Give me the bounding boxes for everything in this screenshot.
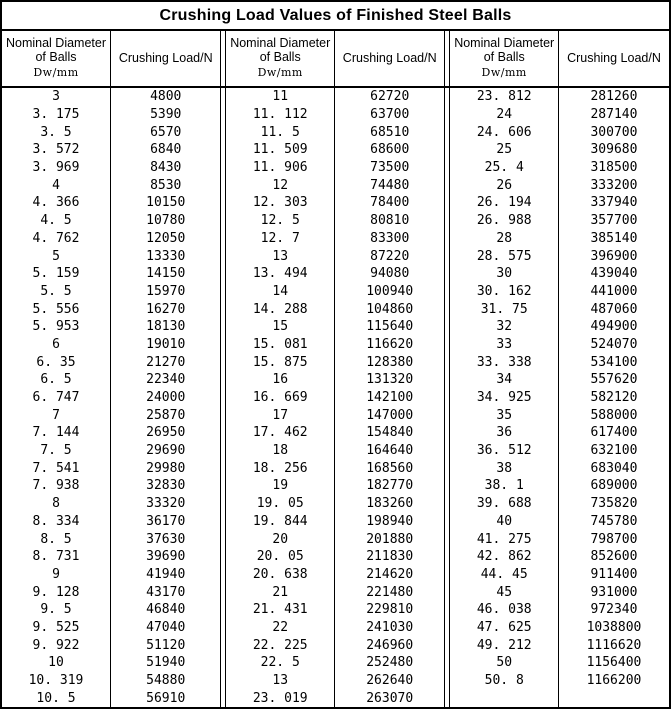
- table-row: [2, 583, 669, 601]
- load-header: Crushing Load/N: [110, 31, 220, 87]
- table-body: [2, 87, 669, 707]
- load-cell: 6840: [150, 142, 182, 158]
- diameter-cell: 8: [2, 495, 110, 513]
- diameter-cell: 28: [450, 230, 558, 248]
- diameter-cell: 12. 5: [226, 212, 334, 230]
- diameter-cell: 24: [450, 106, 558, 124]
- diameter-cell: 36: [450, 424, 558, 442]
- diameter-cell: 9. 5: [2, 601, 110, 619]
- load-cell: 689000: [590, 478, 638, 494]
- table-row: [2, 87, 669, 106]
- load-cell: 183260: [366, 496, 414, 512]
- table-row: [2, 247, 669, 265]
- diameter-cell: 3. 175: [2, 106, 110, 124]
- load-cell: 931000: [590, 584, 638, 600]
- diameter-cell: 32: [450, 318, 558, 336]
- load-cell: 1116620: [586, 637, 642, 653]
- load-cell: 41940: [146, 566, 186, 582]
- load-cell: 745780: [590, 513, 638, 529]
- load-cell: 142100: [366, 390, 414, 406]
- load-cell: 246960: [366, 637, 414, 653]
- diameter-cell: 33. 338: [450, 353, 558, 371]
- table-row: [2, 548, 669, 566]
- load-cell: 911400: [590, 566, 638, 582]
- diameter-cell: 16: [226, 371, 334, 389]
- load-cell: 6570: [150, 124, 182, 140]
- diameter-cell: 10: [2, 654, 110, 672]
- diameter-header-line1: Nominal Diameter: [230, 36, 331, 51]
- load-cell: 37630: [146, 531, 186, 547]
- diameter-cell: 9: [2, 566, 110, 584]
- load-cell: 39690: [146, 549, 186, 565]
- load-cell: 22340: [146, 372, 186, 388]
- diameter-cell: 11. 112: [226, 106, 334, 124]
- load-cell: 8430: [150, 160, 182, 176]
- table-row: [2, 371, 669, 389]
- diameter-cell: 19: [226, 477, 334, 495]
- table-row: [2, 406, 669, 424]
- load-cell: 73500: [370, 160, 410, 176]
- load-cell: 318500: [590, 160, 638, 176]
- diameter-cell: 5. 159: [2, 265, 110, 283]
- diameter-cell: 25: [450, 141, 558, 159]
- diameter-cell: 50: [450, 654, 558, 672]
- diameter-cell: 38. 1: [450, 477, 558, 495]
- diameter-cell: 20. 638: [226, 566, 334, 584]
- load-cell: 33320: [146, 496, 186, 512]
- table-row: [2, 106, 669, 124]
- load-cell: 439040: [590, 266, 638, 282]
- load-cell: 147000: [366, 407, 414, 423]
- diameter-cell: 7. 5: [2, 442, 110, 460]
- diameter-cell: 26. 988: [450, 212, 558, 230]
- diameter-cell: 10. 319: [2, 672, 110, 690]
- table-row: [2, 601, 669, 619]
- diameter-cell: 5. 556: [2, 300, 110, 318]
- load-cell: 14150: [146, 266, 186, 282]
- load-cell: 43170: [146, 584, 186, 600]
- diameter-cell: 39. 688: [450, 495, 558, 513]
- load-cell: 229810: [366, 602, 414, 618]
- table-row: [2, 654, 669, 672]
- diameter-cell: 24. 606: [450, 123, 558, 141]
- load-cell: 494900: [590, 319, 638, 335]
- load-cell: 24000: [146, 390, 186, 406]
- diameter-cell: 25. 4: [450, 159, 558, 177]
- load-cell: 683040: [590, 460, 638, 476]
- load-cell: 214620: [366, 566, 414, 582]
- diameter-cell: 19. 844: [226, 513, 334, 531]
- load-cell: 1156400: [586, 655, 642, 671]
- diameter-cell: 49. 212: [450, 636, 558, 654]
- load-cell: 524070: [590, 336, 638, 352]
- diameter-cell: 44. 45: [450, 566, 558, 584]
- load-cell: 168560: [366, 460, 414, 476]
- load-cell: 582120: [590, 390, 638, 406]
- load-cell: 263070: [366, 690, 414, 706]
- diameter-cell: 6. 747: [2, 389, 110, 407]
- load-cell: 56910: [146, 690, 186, 706]
- diameter-cell: 16. 669: [226, 389, 334, 407]
- diameter-cell: 20. 05: [226, 548, 334, 566]
- load-cell: 287140: [590, 107, 638, 123]
- load-cell: 131320: [366, 372, 414, 388]
- diameter-header-line1: Nominal Diameter: [454, 36, 555, 51]
- diameter-cell: 7: [2, 406, 110, 424]
- load-cell: 25870: [146, 407, 186, 423]
- diameter-cell: 11: [226, 87, 334, 106]
- diameter-cell: 3. 5: [2, 123, 110, 141]
- diameter-cell: 47. 625: [450, 619, 558, 637]
- load-cell: 617400: [590, 425, 638, 441]
- load-cell: 94080: [370, 266, 410, 282]
- table-row: [2, 283, 669, 301]
- table-row: [2, 672, 669, 690]
- table-row: [2, 636, 669, 654]
- diameter-header-line2: of Balls: [35, 49, 77, 64]
- load-cell: 1038800: [586, 619, 642, 635]
- diameter-cell: 17. 462: [226, 424, 334, 442]
- diameter-cell: 9. 128: [2, 583, 110, 601]
- diameter-cell: 6: [2, 336, 110, 354]
- diameter-cell: 11. 906: [226, 159, 334, 177]
- table-row: [2, 176, 669, 194]
- diameter-cell: 34. 925: [450, 389, 558, 407]
- diameter-cell: 8. 334: [2, 513, 110, 531]
- diameter-header: [2, 31, 110, 87]
- load-cell: 164640: [366, 443, 414, 459]
- diameter-cell: 34: [450, 371, 558, 389]
- diameter-cell: 23. 812: [450, 87, 558, 106]
- load-cell: 104860: [366, 301, 414, 317]
- diameter-cell: 7. 144: [2, 424, 110, 442]
- load-header: Crushing Load/N: [558, 31, 669, 87]
- diameter-cell: 18. 256: [226, 459, 334, 477]
- table-row: [2, 566, 669, 584]
- load-cell: 198940: [366, 513, 414, 529]
- diameter-cell: 19. 05: [226, 495, 334, 513]
- load-cell: 201880: [366, 531, 414, 547]
- diameter-cell: 9. 922: [2, 636, 110, 654]
- load-header: Crushing Load/N: [334, 31, 444, 87]
- diameter-cell: 15. 875: [226, 353, 334, 371]
- diameter-cell: 26. 194: [450, 194, 558, 212]
- table-row: [2, 300, 669, 318]
- diameter-cell: 28. 575: [450, 247, 558, 265]
- diameter-cell: 23. 019: [226, 689, 334, 707]
- diameter-cell: 5. 5: [2, 283, 110, 301]
- load-cell: 396900: [590, 248, 638, 264]
- table-row: [2, 353, 669, 371]
- table-row: [2, 141, 669, 159]
- load-cell: 333200: [590, 177, 638, 193]
- table-row: [2, 477, 669, 495]
- load-cell: 154840: [366, 425, 414, 441]
- load-cell: 241030: [366, 619, 414, 635]
- diameter-cell: 46. 038: [450, 601, 558, 619]
- header-row: [2, 31, 669, 87]
- diameter-header-line1: Nominal Diameter: [5, 36, 106, 51]
- load-cell: 534100: [590, 354, 638, 370]
- diameter-cell: 15. 081: [226, 336, 334, 354]
- diameter-cell: 18: [226, 442, 334, 460]
- load-cell: 128380: [366, 354, 414, 370]
- table-row: [2, 318, 669, 336]
- load-cell: 62720: [370, 89, 410, 105]
- load-cell: 357700: [590, 213, 638, 229]
- diameter-cell: 30. 162: [450, 283, 558, 301]
- diameter-cell: 6. 35: [2, 353, 110, 371]
- load-cell: 588000: [590, 407, 638, 423]
- load-cell: 300700: [590, 124, 638, 140]
- load-cell: 68510: [370, 124, 410, 140]
- diameter-cell: 11. 5: [226, 123, 334, 141]
- load-cell: 51940: [146, 655, 186, 671]
- load-cell: 74480: [370, 177, 410, 193]
- table-row: [2, 123, 669, 141]
- diameter-cell: 4. 762: [2, 230, 110, 248]
- load-cell: 29690: [146, 443, 186, 459]
- load-cell: 68600: [370, 142, 410, 158]
- load-cell: 798700: [590, 531, 638, 547]
- diameter-cell: 3. 572: [2, 141, 110, 159]
- table-row: [2, 389, 669, 407]
- diameter-cell: 38: [450, 459, 558, 477]
- load-cell: 47040: [146, 619, 186, 635]
- load-cell: 281260: [590, 89, 638, 105]
- table-row: [2, 689, 669, 707]
- diameter-cell: 3: [2, 87, 110, 106]
- diameter-cell: 6. 5: [2, 371, 110, 389]
- diameter-header: [450, 31, 558, 87]
- load-cell: 46840: [146, 602, 186, 618]
- table-row: [2, 265, 669, 283]
- load-cell: 972340: [590, 602, 638, 618]
- diameter-unit-label: Dw/mm: [257, 66, 303, 80]
- load-cell: 10780: [146, 213, 186, 229]
- diameter-cell: 15: [226, 318, 334, 336]
- diameter-cell: 33: [450, 336, 558, 354]
- load-cell: 735820: [590, 496, 638, 512]
- load-cell: 852600: [590, 549, 638, 565]
- load-cell: 10150: [146, 195, 186, 211]
- table-row: [2, 530, 669, 548]
- diameter-cell: 13. 494: [226, 265, 334, 283]
- diameter-cell: 42. 862: [450, 548, 558, 566]
- diameter-cell: 14: [226, 283, 334, 301]
- load-cell: 5390: [150, 107, 182, 123]
- diameter-cell: 50. 8: [450, 672, 558, 690]
- diameter-cell: 21: [226, 583, 334, 601]
- load-cell: 211830: [366, 549, 414, 565]
- load-cell: 100940: [366, 283, 414, 299]
- table-row: [2, 230, 669, 248]
- load-cell: 83300: [370, 230, 410, 246]
- load-cell: 441000: [590, 283, 638, 299]
- load-cell: 78400: [370, 195, 410, 211]
- diameter-cell: 45: [450, 583, 558, 601]
- diameter-cell: 40: [450, 513, 558, 531]
- diameter-cell: 10. 5: [2, 689, 110, 707]
- diameter-cell: 7. 938: [2, 477, 110, 495]
- load-cell: 385140: [590, 230, 638, 246]
- load-cell: 29980: [146, 460, 186, 476]
- crushing-load-table: [2, 31, 669, 707]
- load-cell: 557620: [590, 372, 638, 388]
- load-cell: 26950: [146, 425, 186, 441]
- load-cell: 63700: [370, 107, 410, 123]
- load-cell: 16270: [146, 301, 186, 317]
- diameter-cell: 5: [2, 247, 110, 265]
- load-cell: 36170: [146, 513, 186, 529]
- load-cell: 19010: [146, 336, 186, 352]
- load-cell: 15970: [146, 283, 186, 299]
- diameter-header-line2: of Balls: [483, 49, 525, 64]
- load-cell: 1166200: [586, 673, 642, 689]
- diameter-cell: 22. 5: [226, 654, 334, 672]
- load-cell: 115640: [366, 319, 414, 335]
- load-cell: 337940: [590, 195, 638, 211]
- diameter-cell: 8. 5: [2, 530, 110, 548]
- load-cell: 80810: [370, 213, 410, 229]
- diameter-cell: 21. 431: [226, 601, 334, 619]
- table-row: [2, 212, 669, 230]
- table-row: [2, 442, 669, 460]
- diameter-cell: 36. 512: [450, 442, 558, 460]
- diameter-cell: 17: [226, 406, 334, 424]
- diameter-cell: 9. 525: [2, 619, 110, 637]
- diameter-cell: 12. 303: [226, 194, 334, 212]
- load-cell: 487060: [590, 301, 638, 317]
- load-cell: 21270: [146, 354, 186, 370]
- load-cell: 632100: [590, 443, 638, 459]
- diameter-cell: 20: [226, 530, 334, 548]
- load-cell: 87220: [370, 248, 410, 264]
- load-cell: 12050: [146, 230, 186, 246]
- load-cell: 252480: [366, 655, 414, 671]
- load-cell: 13330: [146, 248, 186, 264]
- table-row: [2, 194, 669, 212]
- diameter-cell: 4: [2, 176, 110, 194]
- load-cell: 182770: [366, 478, 414, 494]
- diameter-cell: [450, 689, 558, 707]
- diameter-cell: 14. 288: [226, 300, 334, 318]
- load-cell: [558, 689, 669, 707]
- diameter-cell: 12. 7: [226, 230, 334, 248]
- diameter-cell: 4. 366: [2, 194, 110, 212]
- table-row: [2, 513, 669, 531]
- load-cell: 51120: [146, 637, 186, 653]
- load-cell: 32830: [146, 478, 186, 494]
- diameter-cell: 30: [450, 265, 558, 283]
- table-row: [2, 159, 669, 177]
- diameter-header-line2: of Balls: [259, 49, 301, 64]
- table-row: [2, 495, 669, 513]
- load-cell: 18130: [146, 319, 186, 335]
- diameter-cell: 13: [226, 672, 334, 690]
- diameter-unit-label: Dw/mm: [33, 66, 79, 80]
- table-row: [2, 459, 669, 477]
- diameter-header: [226, 31, 334, 87]
- load-cell: 221480: [366, 584, 414, 600]
- table-row: [2, 336, 669, 354]
- load-cell: 116620: [366, 336, 414, 352]
- load-cell: 54880: [146, 673, 186, 689]
- diameter-cell: 22: [226, 619, 334, 637]
- page-title: Crushing Load Values of Finished Steel Balls: [2, 2, 669, 31]
- diameter-cell: 3. 969: [2, 159, 110, 177]
- diameter-cell: 35: [450, 406, 558, 424]
- diameter-unit-label: Dw/mm: [481, 66, 527, 80]
- diameter-cell: 12: [226, 176, 334, 194]
- load-cell: 4800: [150, 89, 182, 105]
- diameter-cell: 22. 225: [226, 636, 334, 654]
- diameter-cell: 26: [450, 176, 558, 194]
- diameter-cell: 7. 541: [2, 459, 110, 477]
- load-cell: 309680: [590, 142, 638, 158]
- table-row: [2, 619, 669, 637]
- diameter-cell: 41. 275: [450, 530, 558, 548]
- diameter-cell: 13: [226, 247, 334, 265]
- load-cell: 262640: [366, 673, 414, 689]
- diameter-cell: 11. 509: [226, 141, 334, 159]
- diameter-cell: 4. 5: [2, 212, 110, 230]
- table-row: [2, 424, 669, 442]
- load-cell: 8530: [150, 177, 182, 193]
- diameter-cell: 31. 75: [450, 300, 558, 318]
- diameter-cell: 5. 953: [2, 318, 110, 336]
- diameter-cell: 8. 731: [2, 548, 110, 566]
